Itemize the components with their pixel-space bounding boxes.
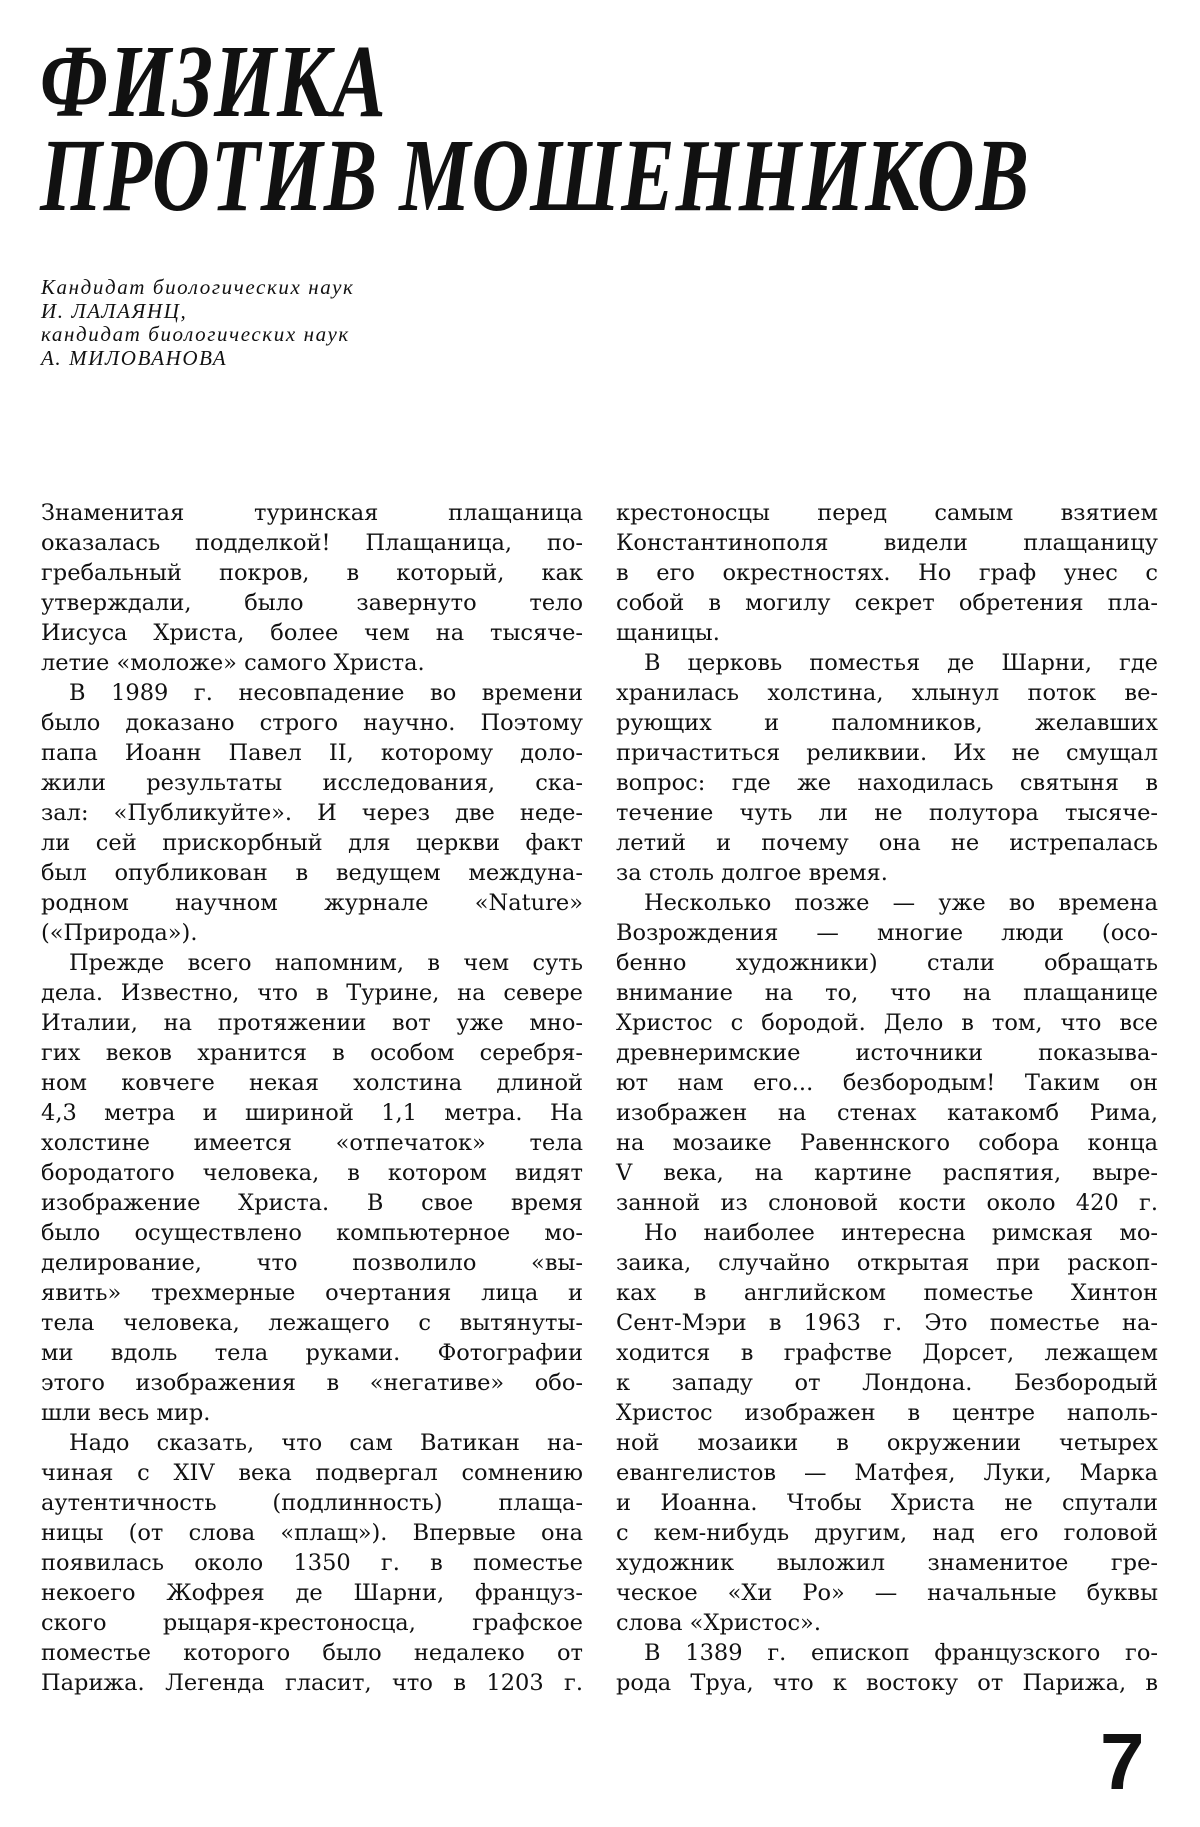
text-line: шли весь мир. xyxy=(41,1400,211,1426)
text-line: за столь долгое время. xyxy=(616,860,888,886)
text-line: с кем-нибудь другим, над его головой xyxy=(616,1520,1158,1546)
text-column-right xyxy=(616,498,1158,1698)
text-line: аутентичность (подлинность) плаща- xyxy=(41,1490,583,1516)
text-line: ского рыцаря-крестоносца, графское xyxy=(41,1610,583,1636)
page-number: 7 xyxy=(1100,1717,1145,1806)
text-line: Христос изображен в центре наполь- xyxy=(616,1400,1158,1426)
text-line: ли сей прискорбный для церкви факт xyxy=(41,830,583,856)
text-line: Христос с бородой. Дело в том, что все xyxy=(616,1010,1158,1036)
text-line: гих веков хранится в особом серебря- xyxy=(41,1040,583,1066)
text-line: ческое «Хи Ро» — начальные буквы xyxy=(616,1580,1158,1606)
text-line: дела. Известно, что в Турине, на севере xyxy=(41,980,583,1006)
text-line: собой в могилу секрет обретения пла- xyxy=(616,590,1158,616)
text-line: вопрос: где же находилась святыня в xyxy=(616,770,1158,796)
text-line: хранилась холстина, хлынул поток ве- xyxy=(616,680,1158,706)
text-line: этого изображения в «негативе» обо- xyxy=(41,1370,583,1396)
article-title-line-1: ФИЗИКА xyxy=(40,24,387,140)
text-line: древнеримские источники показыва- xyxy=(616,1040,1158,1066)
text-line: жили результаты исследования, ска- xyxy=(41,770,583,796)
text-line: ходится в графстве Дорсет, лежащем xyxy=(616,1340,1158,1366)
text-line: Парижа. Легенда гласит, что в 1203 г. xyxy=(41,1670,583,1696)
text-line: летие «моложе» самого Христа. xyxy=(41,650,425,676)
text-line: рующих и паломников, желавших xyxy=(616,710,1158,736)
text-line: крестоносцы перед самым взятием xyxy=(616,500,1158,526)
text-line: причаститься реликвии. Их не смущал xyxy=(616,740,1158,766)
text-line: оказалась подделкой! Плащаница, по- xyxy=(41,530,583,556)
text-line: ном ковчеге некая холстина длиной xyxy=(41,1070,583,1096)
text-line: и Иоанна. Чтобы Христа не спутали xyxy=(616,1490,1158,1516)
text-line: ми вдоль тела руками. Фотографии xyxy=(41,1340,583,1366)
text-line: рода Труа, что к востоку от Парижа, в xyxy=(616,1670,1158,1696)
text-line: ной мозаики в окружении четырех xyxy=(616,1430,1158,1456)
text-line: течение чуть ли не полутора тысяче- xyxy=(616,800,1158,826)
text-line: ках в английском поместье Хинтон xyxy=(616,1280,1158,1306)
text-line: некоего Жофрея де Шарни, француз- xyxy=(41,1580,583,1606)
text-line: 4,3 метра и шириной 1,1 метра. На xyxy=(41,1100,583,1126)
text-line: изображен на стенах катакомб Рима, xyxy=(616,1100,1158,1126)
text-line: Константинополя видели плащаницу xyxy=(616,530,1158,556)
text-line: Прежде всего напомним, в чем суть xyxy=(69,950,583,976)
author-name-1: И. ЛАЛАЯНЦ, xyxy=(41,298,188,323)
text-line: летий и почему она не истрепалась xyxy=(616,830,1158,856)
text-line: В 1989 г. несовпадение во времени xyxy=(69,680,583,706)
author-credits xyxy=(41,276,354,370)
author-degree-2: кандидат биологических наук xyxy=(41,322,350,346)
text-column-left xyxy=(41,498,583,1698)
text-line: было доказано строго научно. Поэтому xyxy=(41,710,583,736)
text-line: заика, случайно открытая при раскоп- xyxy=(616,1250,1158,1276)
text-line: в его окрестностях. Но граф унес с xyxy=(616,560,1158,586)
text-line: был опубликован в ведущем междуна- xyxy=(41,860,583,886)
text-line: Знаменитая туринская плащаница xyxy=(41,500,583,526)
text-line: изображение Христа. В свое время xyxy=(41,1190,583,1216)
text-line: («Природа»). xyxy=(41,920,198,946)
text-line: В церковь поместья де Шарни, где xyxy=(644,650,1158,676)
text-line: В 1389 г. епископ французского го- xyxy=(644,1640,1158,1666)
text-line: Но наиболее интересна римская мо- xyxy=(644,1220,1158,1246)
text-line: ют нам его... безбородым! Таким он xyxy=(616,1070,1158,1096)
text-line: явить» трехмерные очертания лица и xyxy=(41,1280,583,1306)
article-title-line-2: ПРОТИВ МОШЕННИКОВ xyxy=(40,118,1030,234)
text-line: Несколько позже — уже во времена xyxy=(644,890,1158,916)
text-line: гребальный покров, в который, как xyxy=(41,560,583,586)
text-line: Возрождения — многие люди (осо- xyxy=(616,920,1158,946)
text-line: чиная с XIV века подвергал сомнению xyxy=(41,1460,583,1486)
text-line: было осуществлено компьютерное мо- xyxy=(41,1220,583,1246)
text-line: ницы (от слова «плащ»). Впервые она xyxy=(41,1520,583,1546)
author-name-2: А. МИЛОВАНОВА xyxy=(41,345,228,370)
text-line: Иисуса Христа, более чем на тысяче- xyxy=(41,620,583,646)
author-degree-1: Кандидат биологических наук xyxy=(41,275,355,299)
text-line: родном научном журнале «Nature» xyxy=(41,890,583,916)
text-line: на мозаике Равеннского собора конца xyxy=(616,1130,1158,1156)
text-line: V века, на картине распятия, выре- xyxy=(616,1160,1158,1186)
text-line: Надо сказать, что сам Ватикан на- xyxy=(69,1430,583,1456)
text-line: тела человека, лежащего с вытянуты- xyxy=(41,1310,583,1336)
text-line: внимание на то, что на плащанице xyxy=(616,980,1158,1006)
text-line: Италии, на протяжении вот уже мно- xyxy=(41,1010,583,1036)
text-line: делирование, что позволило «вы- xyxy=(41,1250,583,1276)
text-line: к западу от Лондона. Безбородый xyxy=(616,1370,1158,1396)
text-line: поместье которого было недалеко от xyxy=(41,1640,583,1666)
text-line: щаницы. xyxy=(616,620,720,646)
text-line: зал: «Публикуйте». И через две неде- xyxy=(41,800,583,826)
text-line: бенно художники) стали обращать xyxy=(616,950,1158,976)
text-line: занной из слоновой кости около 420 г. xyxy=(616,1190,1158,1216)
text-line: холстине имеется «отпечаток» тела xyxy=(41,1130,583,1156)
text-line: папа Иоанн Павел II, которому доло- xyxy=(41,740,583,766)
text-line: Сент-Мэри в 1963 г. Это поместье на- xyxy=(616,1310,1158,1336)
text-line: художник выложил знаменитое гре- xyxy=(616,1550,1158,1576)
text-line: утверждали, было завернуто тело xyxy=(41,590,583,616)
text-line: появилась около 1350 г. в поместье xyxy=(41,1550,583,1576)
text-line: евангелистов — Матфея, Луки, Марка xyxy=(616,1460,1158,1486)
text-line: слова «Христос». xyxy=(616,1610,821,1636)
text-line: бородатого человека, в котором видят xyxy=(41,1160,583,1186)
